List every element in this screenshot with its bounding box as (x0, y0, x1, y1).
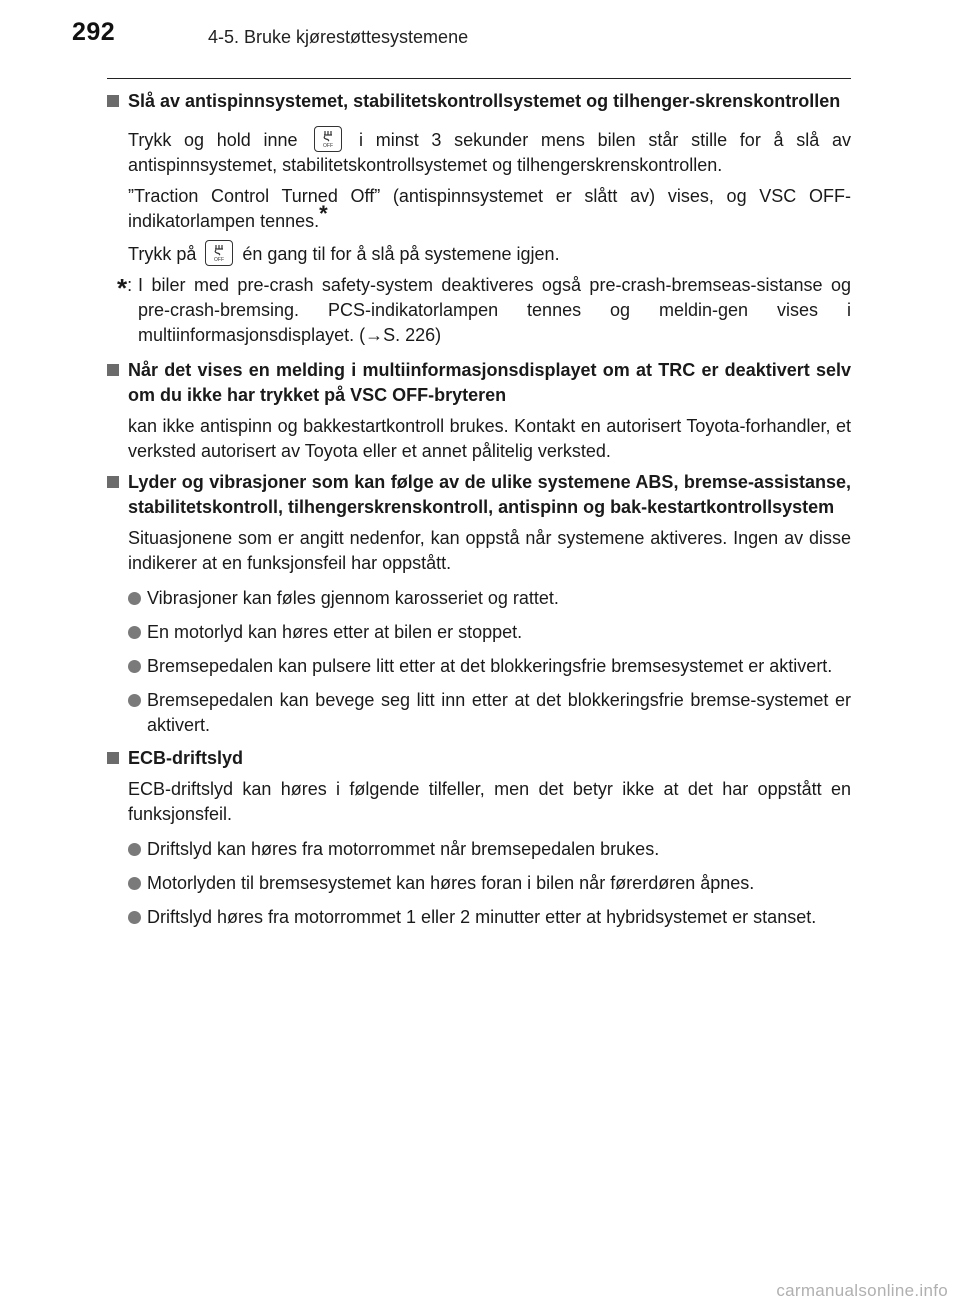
svg-text:OFF: OFF (214, 257, 225, 262)
round-bullet-icon (128, 905, 147, 931)
footnote-text: I biler med pre-crash safety-system deaktiveres også pre-crash-bremseas-sistanse og pre-crash-bremsing. PCS-indikatorlampen tennes og meldin-gen vises i multiinformasjonsdisplayet. (→S. 226) (138, 275, 851, 345)
paragraph-trc-message: kan ikke antispinn og bakkestartkontroll brukes. Kontakt en autorisert Toyota-forhandler, et verksted autorisert av Toyota eller et annet pålitelig verksted. (128, 416, 851, 461)
square-bullet-icon (107, 358, 128, 408)
footnote-marker: * (319, 201, 328, 226)
round-bullet-icon (128, 871, 147, 897)
square-bullet-icon (107, 470, 128, 520)
paragraph-press-again: Trykk på OFF én gang til for å slå på systemene igjen. (107, 240, 851, 267)
watermark: carmanualsonline.info (776, 1281, 948, 1300)
footnote-star: * (117, 273, 128, 303)
list-item: Vibrasjoner kan føles gjennom karosseriet og rattet. (107, 586, 851, 612)
heading-trc-message: Når det vises en melding i multiinformasjonsdisplayet om at TRC er deaktivert selv om du ikke har trykket på VSC OFF-bryteren (107, 358, 851, 408)
paragraph-ecb-sound: ECB-driftslyd kan høres i følgende tilfeller, men det betyr ikke at det har oppstått en funksjonsfeil. (128, 779, 851, 824)
square-bullet-icon (107, 746, 128, 771)
header-divider (107, 78, 851, 79)
page-content (107, 89, 851, 939)
page-number: 292 (72, 18, 116, 46)
list-item: Motorlyden til bremsesystemet kan høres foran i bilen når førerdøren åpnes. (107, 871, 851, 897)
round-bullet-icon (128, 654, 147, 680)
square-bullet-icon (107, 89, 128, 114)
round-bullet-icon (128, 837, 147, 863)
round-bullet-icon (128, 620, 147, 646)
paragraph-press-hold: Trykk og hold inne OFF i minst 3 sekunder mens bilen står stille for å slå av antispinnsystemet, stabilitetskontrollsystemet og tilhengerskrenskontrollen. (107, 126, 851, 178)
svg-text:OFF: OFF (323, 143, 334, 148)
list-item: En motorlyd kan høres etter at bilen er stoppet. (107, 620, 851, 646)
round-bullet-icon (128, 688, 147, 738)
list-item: Driftslyd høres fra motorrommet 1 eller 2 minutter etter at hybridsystemet er stanset. (107, 905, 851, 931)
paragraph-traction-off: ”Traction Control Turned Off” (antispinnsystemet er slått av) vises, og VSC OFF-indikatorlampen tennes.* (128, 186, 851, 231)
round-bullet-icon (128, 586, 147, 612)
vsc-off-button-icon (314, 126, 342, 152)
heading-sounds-vibrations: Lyder og vibrasjoner som kan følge av de ulike systemene ABS, bremse-assistanse, stabilitetskontroll, tilhengerskrenskontroll, antispinn og bak-kestartkontrollsystem (107, 470, 851, 520)
heading-ecb-sound: ECB-driftslyd (107, 746, 851, 771)
section-title: 4-5. Bruke kjørestøttesystemene (208, 27, 469, 47)
list-item: Driftslyd kan høres fra motorrommet når bremsepedalen brukes. (107, 837, 851, 863)
footnote: *: I biler med pre-crash safety-system deaktiveres også pre-crash-bremseas-sistanse og pre-crash-bremsing. PCS-indikatorlampen tennes og meldin-gen vises i multiinformasjonsdisplayet. (→S. 226) (107, 273, 851, 348)
heading-vsc-off: Slå av antispinnsystemet, stabilitetskontrollsystemet og tilhenger-skrenskontrollen (107, 89, 851, 114)
list-item: Bremsepedalen kan bevege seg litt inn etter at det blokkeringsfrie bremse-systemet er aktivert. (107, 688, 851, 738)
list-item: Bremsepedalen kan pulsere litt etter at det blokkeringsfrie bremsesystemet er aktivert. (107, 654, 851, 680)
vsc-off-button-icon (205, 240, 233, 266)
paragraph-sounds-vibrations: Situasjonene som er angitt nedenfor, kan oppstå når systemene aktiveres. Ingen av disse indikerer at en funksjonsfeil har oppstått. (128, 528, 851, 573)
